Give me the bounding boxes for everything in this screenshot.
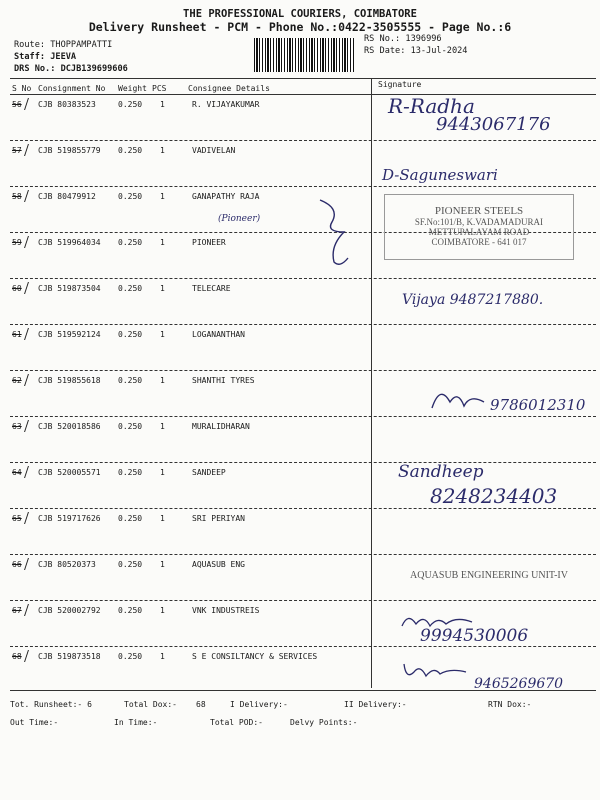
row-pcs: 1 xyxy=(160,100,165,109)
row-sno: 56 xyxy=(12,100,22,109)
row-separator xyxy=(10,600,596,601)
runsheet-subtitle: Delivery Runsheet - PCM - Phone No.:0422-3505555 - Page No.:6 xyxy=(88,20,512,34)
row-pcs: 1 xyxy=(160,192,165,201)
row-pcs: 1 xyxy=(160,606,165,615)
rs-date: RS Date: 13-Jul-2024 xyxy=(364,46,468,56)
row-weight: 0.250 xyxy=(118,284,143,293)
row-tick-mark xyxy=(24,282,39,294)
scribble-row-68 xyxy=(400,658,474,684)
row-consignee: S E CONSILTANCY & SERVICES xyxy=(192,652,318,661)
signature-row-60: Vijaya 9487217880. xyxy=(402,292,544,308)
signature-row-56: R-Radha xyxy=(388,94,475,118)
signature-row-57: D-Saguneswari xyxy=(382,166,498,184)
row-tick-mark xyxy=(24,604,39,616)
row-sno: 57 xyxy=(12,146,22,155)
row-weight: 0.250 xyxy=(118,514,143,523)
row-consignment-no: CJB 519717626 xyxy=(38,514,101,523)
rs-number: RS No.: 1396996 xyxy=(364,34,442,44)
row-tick-mark xyxy=(24,98,39,110)
row-consignee: PIONEER xyxy=(192,238,226,247)
total-dox-value: 68 xyxy=(196,700,206,709)
row-consignment-no: CJB 520002792 xyxy=(38,606,101,615)
row-weight: 0.250 xyxy=(118,422,143,431)
row-consignee: SHANTHI TYRES xyxy=(192,376,255,385)
total-dox-label: Total Dox:- xyxy=(124,700,177,709)
row-separator xyxy=(10,462,596,463)
row-weight: 0.250 xyxy=(118,468,143,477)
signature-row-64: Sandheep xyxy=(398,462,484,482)
stamp-line-1: PIONEER STEELS xyxy=(434,205,524,217)
row-consignee: R. VIJAYAKUMAR xyxy=(192,100,260,109)
in-time: In Time:- xyxy=(114,718,158,727)
stamp-line-3: METTUPALAYAM ROAD xyxy=(428,227,530,237)
row-consignment-no: CJB 519873504 xyxy=(38,284,101,293)
phone-row-64: 8248234403 xyxy=(430,484,558,508)
row-consignee: MURALIDHARAN xyxy=(192,422,250,431)
row-consignment-no: CJB 80479912 xyxy=(38,192,96,201)
row-tick-mark xyxy=(24,328,39,340)
row-tick-mark xyxy=(24,236,39,248)
row-weight: 0.250 xyxy=(118,606,143,615)
row-pcs: 1 xyxy=(160,146,165,155)
row-separator xyxy=(10,324,596,325)
row-pcs: 1 xyxy=(160,652,165,661)
row-sno: 61 xyxy=(12,330,22,339)
stamp-line-2: SF.No:101/B, K.VADAMADURAI xyxy=(414,217,544,227)
row-sno: 68 xyxy=(12,652,22,661)
row-tick-mark xyxy=(24,512,39,524)
phone-row-68: 9465269670 xyxy=(474,676,564,692)
i-delivery: I Delivery:- xyxy=(230,700,288,709)
row-weight: 0.250 xyxy=(118,146,143,155)
signature-column-divider xyxy=(371,78,372,688)
row-pcs: 1 xyxy=(160,238,165,247)
phone-row-67: 9994530006 xyxy=(420,626,529,646)
phone-row-62: 9786012310 xyxy=(490,396,586,414)
row-separator xyxy=(10,186,596,187)
drs-number: DRS No.: DCJB139699606 xyxy=(14,64,128,74)
row-consignee: SRI PERIYAN xyxy=(192,514,245,523)
row-sno: 63 xyxy=(12,422,22,431)
row-tick-mark xyxy=(24,650,39,662)
row-pcs: 1 xyxy=(160,422,165,431)
row-weight: 0.250 xyxy=(118,330,143,339)
row-weight: 0.250 xyxy=(118,192,143,201)
row-consignee: TELECARE xyxy=(192,284,231,293)
row-weight: 0.250 xyxy=(118,100,143,109)
row-sno: 62 xyxy=(12,376,22,385)
aquasub-stamp: AQUASUB ENGINEERING UNIT-IV xyxy=(410,570,568,581)
row-consignment-no: CJB 519964034 xyxy=(38,238,101,247)
row-weight: 0.250 xyxy=(118,652,143,661)
row-tick-mark xyxy=(24,558,39,570)
col-consignment: Consignment No xyxy=(38,84,106,93)
row-pcs: 1 xyxy=(160,284,165,293)
row-consignment-no: CJB 519855618 xyxy=(38,376,101,385)
row-tick-mark xyxy=(24,374,39,386)
tot-runsheet: Tot. Runsheet:- 6 xyxy=(10,700,92,709)
row-separator xyxy=(10,416,596,417)
col-signature: Signature xyxy=(378,80,422,89)
row-sno: 65 xyxy=(12,514,22,523)
row-consignment-no: CJB 519592124 xyxy=(38,330,101,339)
row-tick-mark xyxy=(24,466,39,478)
col-consignee: Consignee Details xyxy=(188,84,270,93)
row-weight: 0.250 xyxy=(118,238,143,247)
out-time: Out Time:- xyxy=(10,718,59,727)
row-tick-mark xyxy=(24,190,39,202)
row-consignment-no: CJB 519855779 xyxy=(38,146,101,155)
staff-label: Staff: JEEVA xyxy=(14,52,77,62)
row-separator xyxy=(10,554,596,555)
row-sno: 67 xyxy=(12,606,22,615)
row-weight: 0.250 xyxy=(118,376,143,385)
row-separator xyxy=(10,508,596,509)
col-pcs: PCS xyxy=(152,84,167,93)
row-consignee: SANDEEP xyxy=(192,468,226,477)
row-pcs: 1 xyxy=(160,514,165,523)
scribble-row-58 xyxy=(300,196,360,270)
scribble-row-62 xyxy=(428,380,488,418)
stamp-line-4: COIMBATORE - 641 017 xyxy=(431,237,527,247)
row-consignment-no: CJB 519873518 xyxy=(38,652,101,661)
row-sno: 58 xyxy=(12,192,22,201)
row-separator xyxy=(10,278,596,279)
row-consignee: LOGANANTHAN xyxy=(192,330,245,339)
row-pcs: 1 xyxy=(160,560,165,569)
row-separator xyxy=(10,140,596,141)
row-separator xyxy=(10,370,596,371)
table-header-border xyxy=(10,94,596,95)
row-sno: 64 xyxy=(12,468,22,477)
row-pcs: 1 xyxy=(160,376,165,385)
row-tick-mark xyxy=(24,420,39,432)
delvy-points: Delvy Points:- xyxy=(290,718,358,727)
route-label: Route: THOPPAMPATTI xyxy=(14,40,113,50)
footer-top-border xyxy=(10,690,596,691)
row-consignment-no: CJB 80520373 xyxy=(38,560,96,569)
row-sno: 60 xyxy=(12,284,22,293)
row-consignee: VNK INDUSTREIS xyxy=(192,606,260,615)
row-pcs: 1 xyxy=(160,330,165,339)
row-weight: 0.250 xyxy=(118,560,143,569)
total-pod: Total POD:- xyxy=(210,718,263,727)
row-consignee: GANAPATHY RAJA xyxy=(192,192,260,201)
row-consignee: AQUASUB ENG xyxy=(192,560,245,569)
row-consignment-no: CJB 520005571 xyxy=(38,468,101,477)
row-consignee: VADIVELAN xyxy=(192,146,236,155)
row-pcs: 1 xyxy=(160,468,165,477)
rtn-dox: RTN Dox:- xyxy=(488,700,532,709)
col-sno: S No xyxy=(12,84,32,93)
row-sno: 66 xyxy=(12,560,22,569)
row-consignment-no: CJB 520018586 xyxy=(38,422,101,431)
company-title: THE PROFESSIONAL COURIERS, COIMBATORE xyxy=(183,8,417,20)
table-top-border xyxy=(10,78,596,79)
row-sno: 59 xyxy=(12,238,22,247)
phone-row-56: 9443067176 xyxy=(436,114,551,135)
row-consignment-no: CJB 80383523 xyxy=(38,100,96,109)
barcode xyxy=(254,38,354,72)
pioneer-steels-stamp xyxy=(384,194,574,260)
note-row-58: (Pioneer) xyxy=(218,214,261,224)
col-weight: Weight xyxy=(118,84,147,93)
row-separator xyxy=(10,646,596,647)
row-tick-mark xyxy=(24,144,39,156)
ii-delivery: II Delivery:- xyxy=(344,700,407,709)
